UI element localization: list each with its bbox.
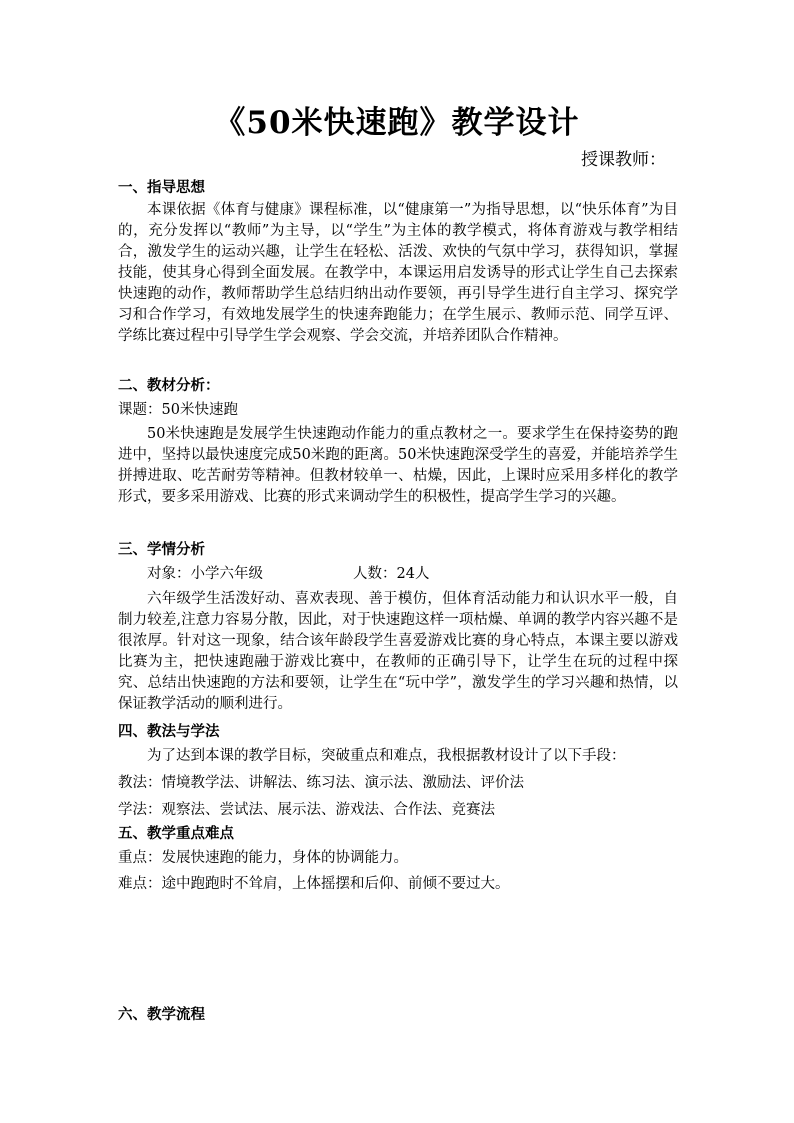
section-heading: 六、教学流程 [118, 1006, 205, 1023]
methods-intro: 为了达到本课的教学目标，突破重点和难点，我根据教材设计了以下手段： [147, 748, 626, 764]
teaching-methods: 教法：情境教学法、讲解法、练习法、演示法、激励法、评价法 [118, 775, 524, 791]
target-text: 对象：小学六年级 [147, 566, 263, 582]
section-material-analysis [118, 374, 678, 508]
section-student-analysis [118, 538, 678, 715]
section-paragraph: 六年级学生活泼好动、喜欢表现、善于模仿，但体育活动能力和认识水平一般，自制力较差,注意力容易分散，因此，对于快速跑这样一项枯燥、单调的教学内容兴趣不是很浓厚。针对这一现象，结合该年龄段学生喜爱游戏比赛的身心特点，本课主要以游戏比赛为主，把快速跑融于游戏比赛中，在教师的正确引导下，让学生在玩的过程中探究、总结出快速跑的方法和要领，让学生在“玩中学”，激发学生的学习兴趣和热情，以保证教学活动的顺利进行。 [118, 591, 678, 712]
section-paragraph: 本课依据《体育与健康》课程标准，以“健康第一”为指导思想，以“快乐体育”为目的，充分发挥以“教师”为主导，以“学生”为主体的教学模式，将体育游戏与教学相结合，激发学生的运动兴趣，让学生在轻松、活泼、欢快的气氛中学习，获得知识，掌握技能，使其身心得到全面发展。在教学中，本课运用启发诱导的形式让学生自己去探索快速跑的动作，教师帮助学生总结归纳出动作要领，再引导学生进行自主学习、探究学习和合作学习，有效地发展学生的快速奔跑能力；在学生展示、教师示范、同学互评、学练比赛过程中引导学生学会观察、学会交流，并培养团队合作精神。 [118, 202, 678, 344]
section-heading: 五、教学重点难点 [118, 825, 234, 842]
teacher-label: 授课教师： [581, 150, 666, 170]
section-key-points [118, 822, 678, 895]
section-guiding-thought [118, 176, 678, 347]
count-text: 人数：24人 [353, 566, 430, 582]
target-count-line [118, 563, 678, 585]
topic-line: 课题：50米快速跑 [118, 402, 238, 418]
section-heading: 二、教材分析： [118, 377, 220, 394]
section-heading: 三、学情分析 [118, 541, 205, 558]
document-title: 《50米快速跑》教学设计 [214, 105, 580, 141]
section-heading: 四、教法与学法 [118, 723, 220, 740]
learning-methods: 学法：观察法、尝试法、展示法、游戏法、合作法、竞赛法 [118, 802, 495, 818]
section-heading: 一、指导思想 [118, 179, 205, 196]
section-paragraph: 50米快速跑是发展学生快速跑动作能力的重点教材之一。要求学生在保持姿势的跑进中，坚持以最快速度完成50米跑的距离。50米快速跑深受学生的喜爱，并能培养学生拼搏进取、吃苦耐劳等精神。但教材较单一、枯燥，因此，上课时应采用多样化的教学形式，要多采用游戏、比赛的形式来调动学生的积极性，提高学生学习的兴趣。 [118, 426, 678, 505]
key-point: 重点：发展快速跑的能力，身体的协调能力。 [118, 850, 408, 866]
section-teaching-flow [118, 1003, 678, 1024]
difficult-point: 难点：途中跑跑时不耸肩，上体摇摆和后仰、前倾不要过大。 [118, 876, 510, 892]
section-methods [118, 720, 678, 821]
